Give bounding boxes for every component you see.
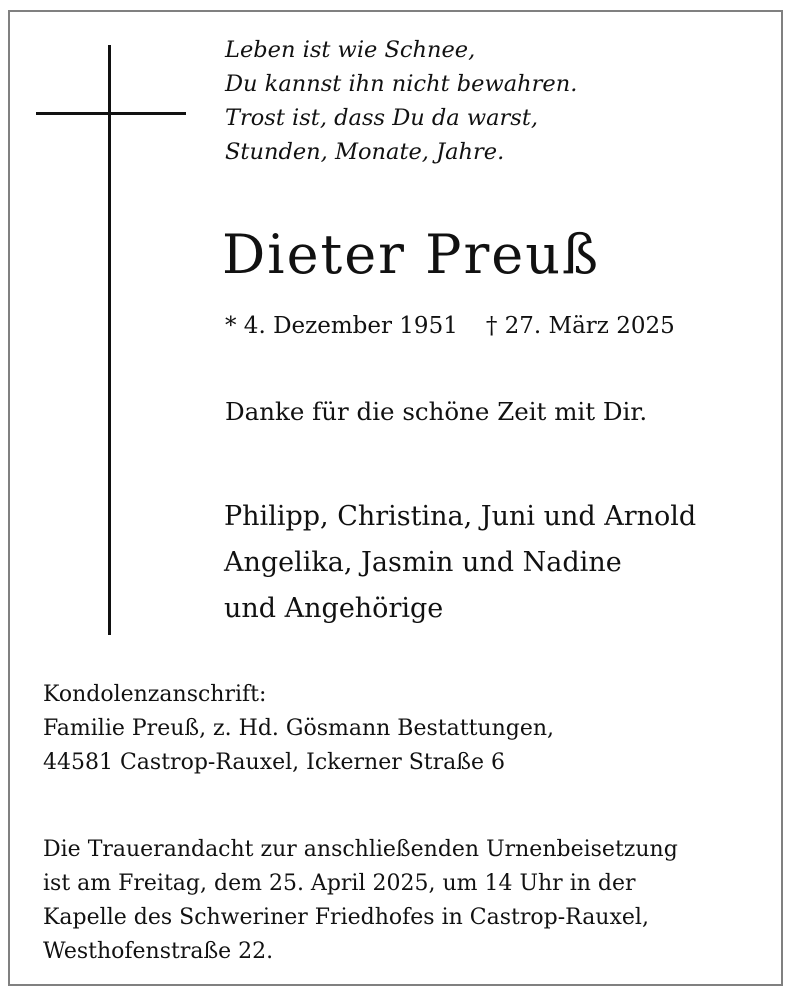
condolence-line: 44581 Castrop-Rauxel, Ickerner Straße 6: [43, 750, 505, 775]
service-line: Die Trauerandacht zur anschließenden Urnenbeisetzung: [43, 837, 678, 862]
cross-horizontal-bar: [36, 112, 186, 115]
poem-line: Du kannst ihn nicht bewahren.: [225, 71, 578, 97]
mourner-line: Philipp, Christina, Juni und Arnold: [224, 501, 697, 532]
service-line: ist am Freitag, dem 25. April 2025, um 14 Uhr in der: [43, 871, 636, 896]
mourner-line: und Angehörige: [224, 593, 444, 624]
condolence-address: [43, 678, 554, 780]
thanks-line: Danke für die schöne Zeit mit Dir.: [225, 397, 648, 426]
birth-date: * 4. Dezember 1951: [225, 313, 458, 339]
deceased-name: Dieter Preuß: [222, 223, 601, 286]
service-line: Kapelle des Schweriner Friedhofes in Castrop-Rauxel,: [43, 905, 649, 930]
mourners-list: [224, 494, 696, 632]
service-info: [43, 833, 678, 969]
cross-vertical-bar: [108, 45, 111, 635]
poem-line: Stunden, Monate, Jahre.: [225, 139, 505, 165]
poem: [225, 33, 577, 169]
poem-line: Leben ist wie Schnee,: [225, 37, 476, 63]
poem-line: Trost ist, dass Du da warst,: [225, 105, 539, 131]
death-date: † 27. März 2025: [485, 313, 675, 339]
condolence-line: Familie Preuß, z. Hd. Gösmann Bestattungen,: [43, 716, 555, 741]
condolence-heading: Kondolenzanschrift:: [43, 682, 267, 707]
service-line: Westhofenstraße 22.: [43, 939, 274, 964]
mourner-line: Angelika, Jasmin und Nadine: [224, 547, 622, 578]
life-dates: [225, 310, 675, 342]
